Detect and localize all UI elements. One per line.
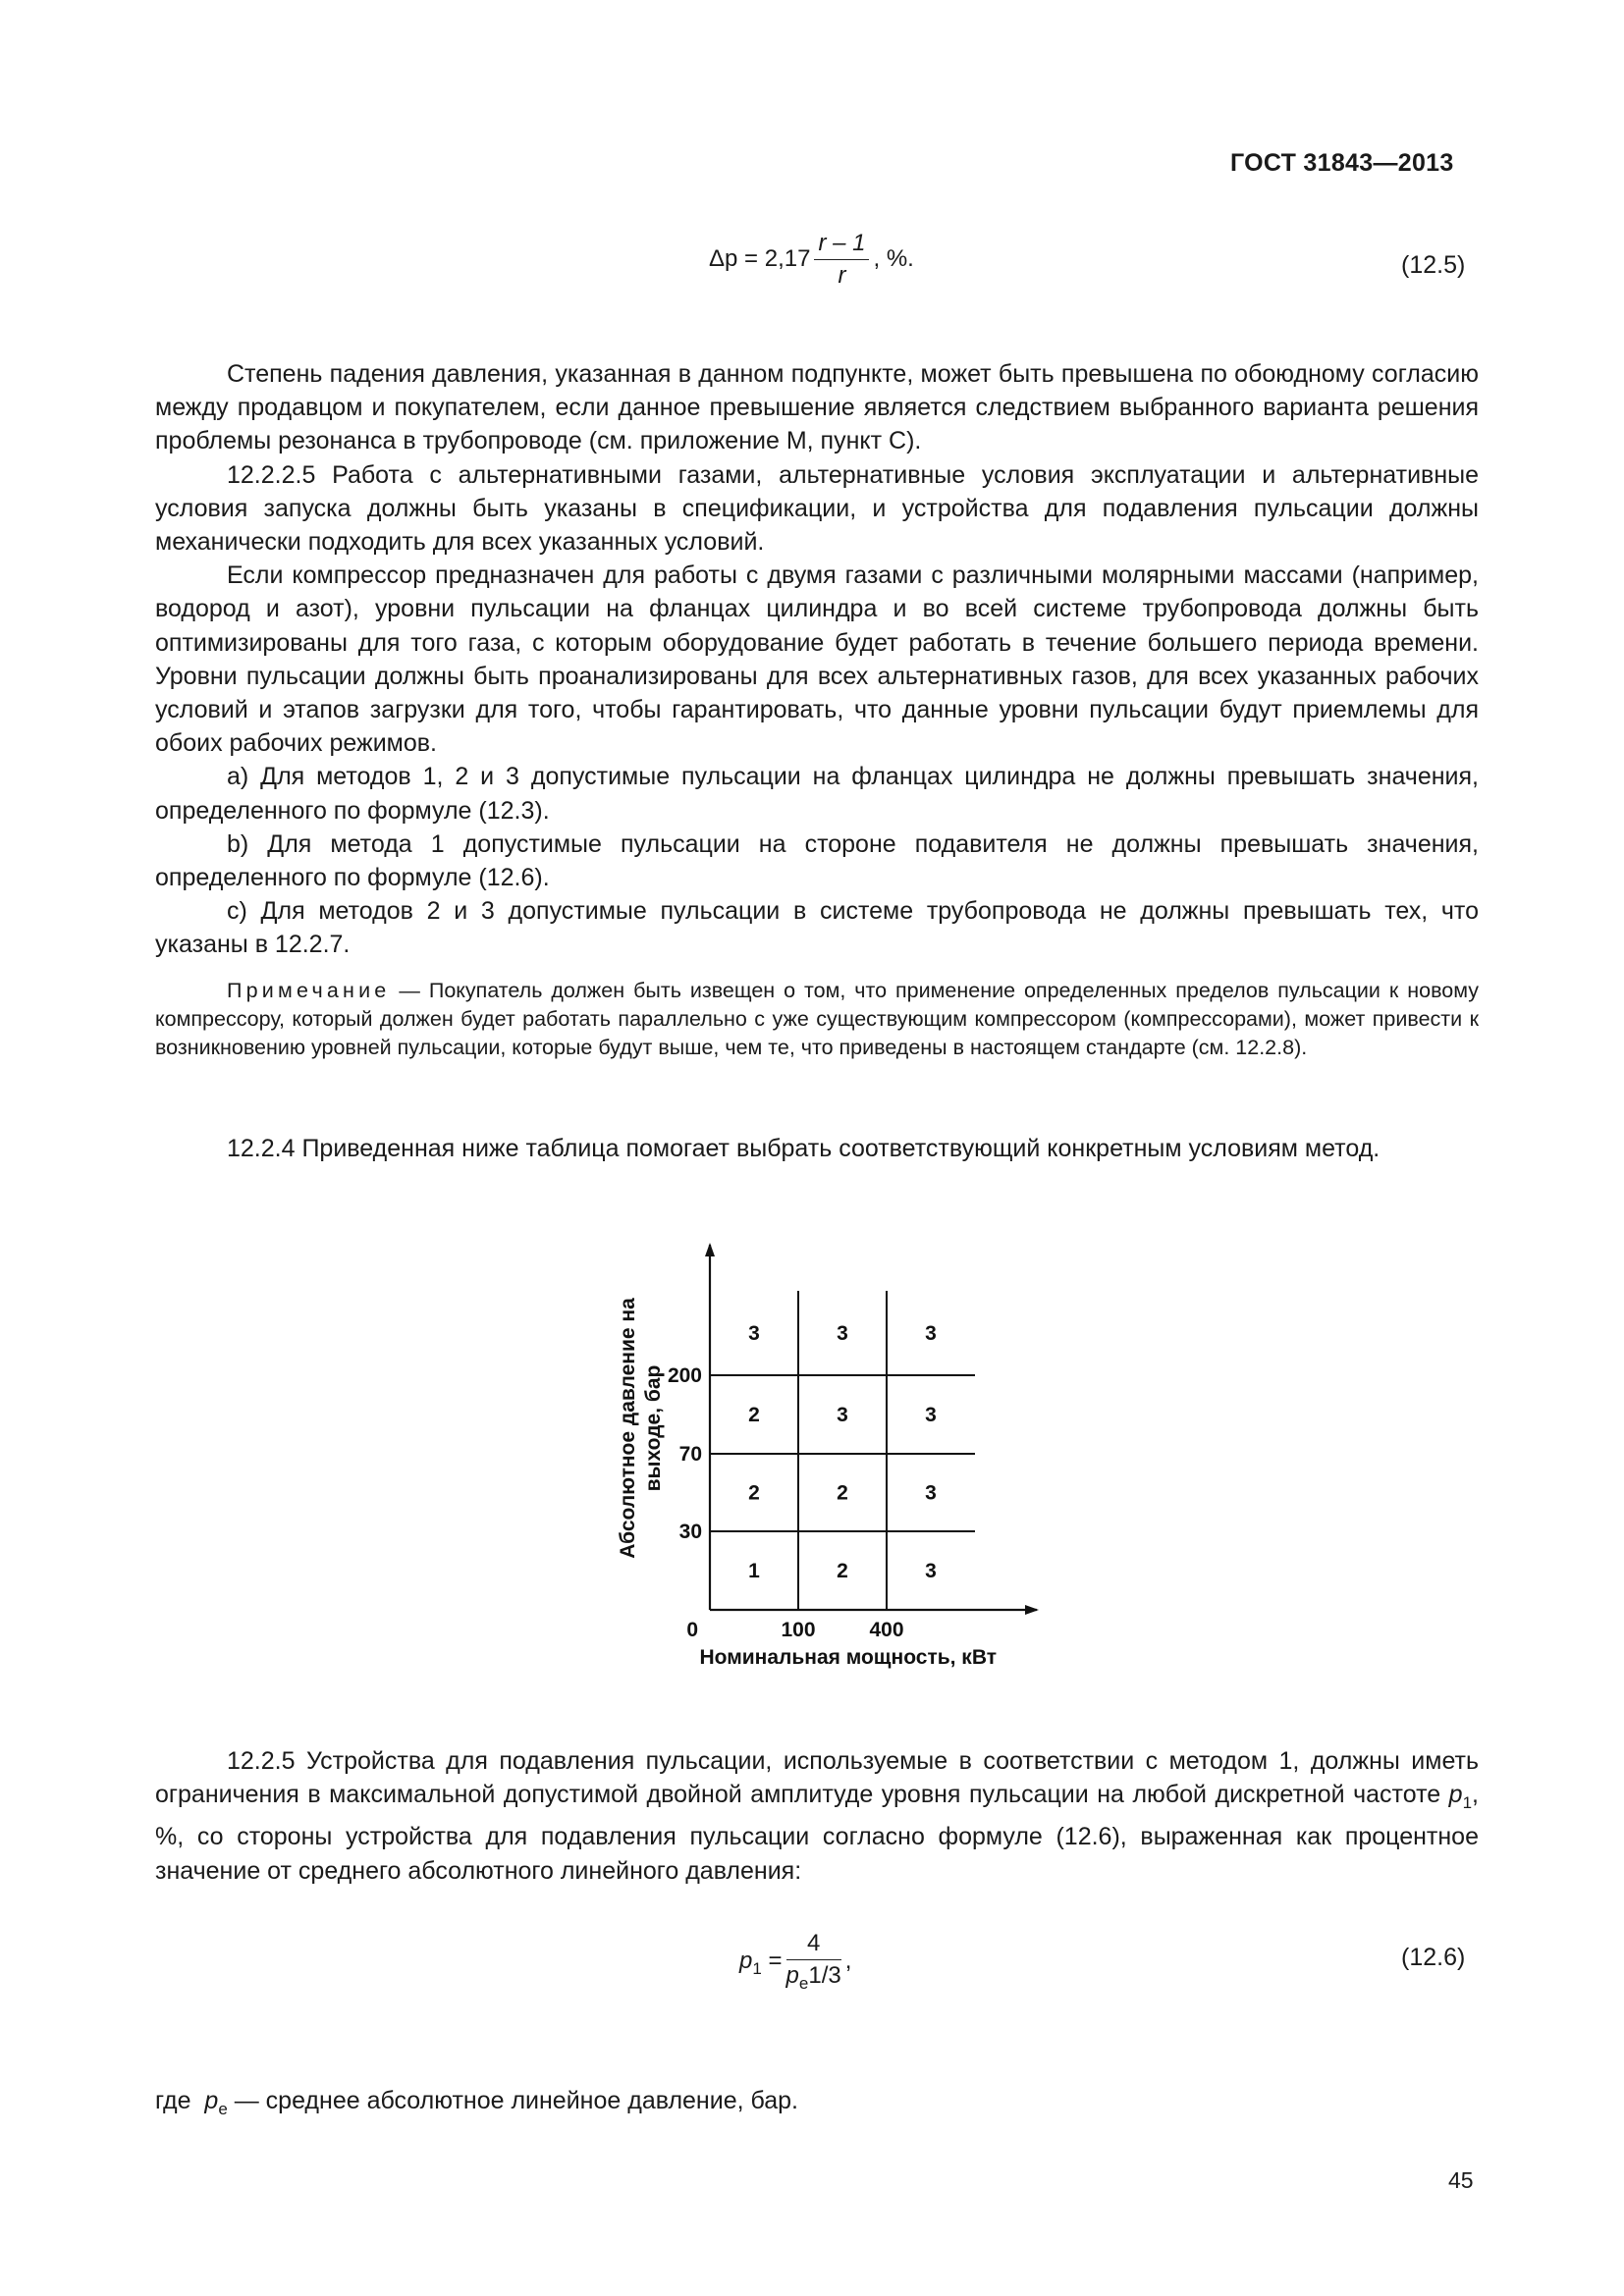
formula-12-5-fraction [814,230,869,290]
y-axis-label-line-2: выходе, бар [642,1364,665,1492]
formula-12-5-number: (12.5) [1401,251,1466,279]
paragraph-12-2-5-text-end: , %, со стороны устройства для подавления пульсации согласно формуле (12.6), выраженная как процентное значение от среднего абсолютного линейного давления: [155,1781,1479,1885]
formula-12-6-denominator [786,1960,841,1994]
paragraph-two-gases: Если компрессор предназначен для работы с двумя газами с различными молярными массами (например, водород и азот), уровни пульсации на фланцах цилиндра и во всей системе трубопровода должны быть оптимизированы для того газа, с которым оборудование будет работать в течение большего периода времени. Уровни пульсации должны быть проанализированы для всех альтернативных газов, для всех указанных рабочих условий и этапов загрузки для того, чтобы гарантировать, что данные уровни пульсации будут приемлемы для обоих рабочих режимов. [155,561,1479,758]
chart-cell-value: 2 [837,1481,848,1505]
formula-12-6-equals: = [761,1947,783,1974]
paragraph-12-2-5-block [155,1744,1479,1888]
formula-12-5 [0,222,1624,310]
formula-12-5-suffix: , %. [873,244,914,272]
list-item-b: b) Для метода 1 допустимые пульсации на стороне подавителя не должны превышать значения, определенного по формуле (12.6). [155,829,1479,892]
x-axis-label: Номинальная мощность, кВт [699,1646,997,1669]
chart-cell-value: 2 [748,1404,760,1426]
y-tick-label: 70 [678,1443,702,1466]
list-item-c: c) Для методов 2 и 3 допустимые пульсации в системе трубопровода не должны превышать тех, что указаны в 12.2.7. [155,897,1479,959]
chart-cell-value: 3 [925,1481,937,1505]
chart-cell-value: 3 [925,1560,937,1582]
method-selection-chart [579,1232,1051,1683]
paragraph-pressure-drop: Степень падения давления, указанная в данном подпункте, может быть превышена по обоюдному согласию между продавцом и покупателем, если данное превышение является следствием выбранного варианта решения проблемы резонанса в трубопроводе (см. приложение М, пункт С). [155,360,1479,455]
y-axis-label [617,1298,665,1559]
list-item-a: a) Для методов 1, 2 и 3 допустимые пульсации на фланцах цилиндра не должны превышать значения, определенного по формуле (12.3). [155,763,1479,825]
chart-cells [748,1322,937,1582]
formula-12-6-suffix: , [844,1947,852,1974]
formula-12-5-denominator: r [838,262,846,289]
paragraph-12-2-5 [155,1744,1479,1888]
formula-12-6-fraction [786,1930,841,1994]
note-label: Примечание [227,979,391,1002]
chart-cell-value: 3 [837,1322,848,1345]
x-tick-label: 100 [781,1619,816,1641]
formula-12-6-den-exp: 1/3 [808,1962,841,1989]
chart-cell-value: 3 [925,1404,937,1426]
paragraph-12-2-2-5: 12.2.2.5 Работа с альтернативными газами, альтернативные условия эксплуатации и альтернативные условия запуска должны быть указаны в спецификации, и устройства для подавления пульсации должны механически подходить для всех указанных условий. [155,460,1479,557]
formula-12-6-den-sub: e [798,1974,809,1993]
note-block [155,977,1479,1062]
where-word: где [155,2087,191,2114]
paragraph-12-2-5-text-start: 12.2.5 Устройства для подавления пульсации, используемые в соответствии с методом 1, должны иметь ограничения в максимальной допустимой двойной амплитуде уровня пульсации на любой дискретной частоте [155,1747,1479,1809]
where-definition [155,2087,798,2119]
formula-12-6-number: (12.6) [1401,1944,1466,1971]
chart-cell-value: 2 [748,1481,760,1505]
formula-12-5-prefix: Δp = 2,17 [709,244,811,272]
x-tick-label: 400 [869,1619,904,1641]
chart-cell-value: 2 [837,1560,848,1582]
paragraph-12-2-4: 12.2.4 Приведенная ниже таблица помогает выбрать соответствующий конкретным условиям метод. [227,1135,1380,1162]
formula-12-6-numerator: 4 [786,1930,841,1960]
formula-12-6-lhs-sub: 1 [752,1958,762,1978]
chart-cell-value: 3 [925,1322,937,1345]
variable-p: p [1448,1781,1463,1809]
formula-12-6-lhs-var: p [739,1947,753,1974]
chart-cell-value: 1 [748,1560,760,1582]
formula-12-6 [0,1922,1624,2010]
chart-cell-value: 3 [837,1404,848,1426]
page-number: 45 [1448,2167,1474,2193]
x-tick-labels [686,1619,903,1641]
formula-12-5-numerator: r – 1 [814,230,869,260]
where-sub: e [218,2100,228,2118]
body-text [155,357,1479,962]
y-tick-labels [668,1364,702,1543]
where-text: — среднее абсолютное линейное давление, бар. [227,2087,798,2114]
variable-p-subscript: 1 [1462,1793,1473,1813]
formula-12-6-den-var: p [785,1962,799,1989]
where-var: p [204,2087,219,2114]
y-axis-label-line-1: Абсолютное давление на [617,1298,639,1559]
paragraph-12-2-4-block [155,1132,1479,1165]
y-tick-label: 200 [667,1364,702,1387]
x-tick-label: 0 [686,1619,698,1641]
y-tick-label: 30 [678,1521,702,1543]
page-header-standard: ГОСТ 31843—2013 [1230,149,1454,177]
note-text: — Покупатель должен быть извещен о том, что применение определенных пределов пульсации к новому компрессору, который должен будет работать параллельно с уже существующим компрессором (компрессорами), может привести к возникновению уровней пульсации, которые будут выше, чем те, что приведены в настоящем стандарте (см. 12.2.8). [155,979,1479,1059]
chart-cell-value: 3 [748,1322,760,1345]
